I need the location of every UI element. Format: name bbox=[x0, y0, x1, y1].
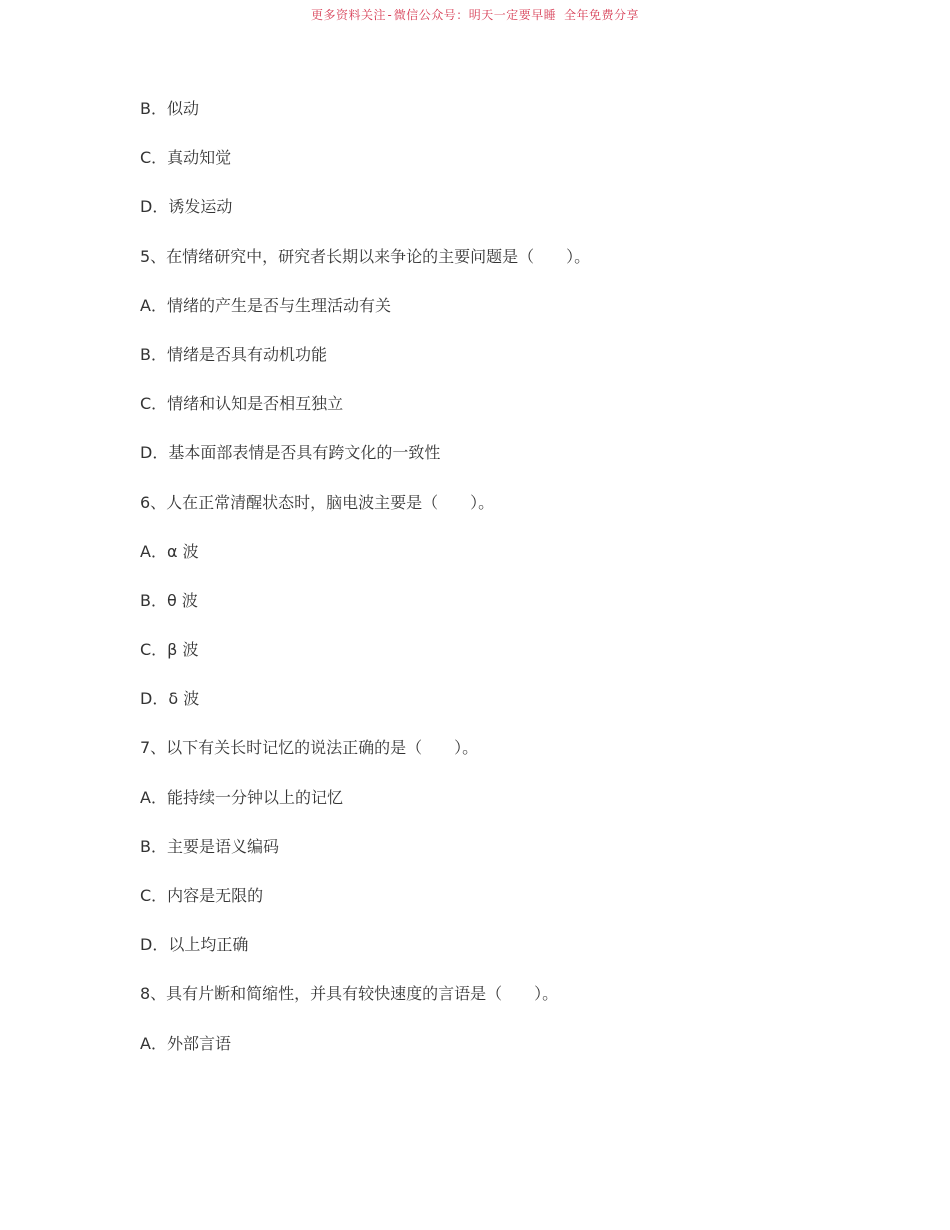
question-list bbox=[140, 97, 840, 1081]
line-text: C．情绪和认知是否相互独立 bbox=[140, 394, 344, 414]
option-c-line bbox=[140, 884, 840, 933]
option-d-line bbox=[140, 195, 840, 244]
line-text: 8、具有片断和简缩性，并具有较快速度的言语是（ ）。 bbox=[140, 984, 559, 1004]
question-5 bbox=[140, 245, 840, 294]
option-d-line bbox=[140, 441, 840, 490]
line-text: C．内容是无限的 bbox=[140, 886, 264, 905]
line-text: B．情绪是否具有动机功能 bbox=[140, 344, 327, 364]
option-a-line bbox=[140, 786, 840, 835]
line-text: D．以上均正确 bbox=[140, 935, 249, 955]
line-text: C．β 波 bbox=[140, 640, 199, 660]
option-d-line bbox=[140, 687, 840, 736]
option-a-line bbox=[140, 1032, 840, 1081]
line-text: A．能持续一分钟以上的记忆 bbox=[140, 787, 343, 807]
line-text: 7、以下有关长时记忆的说法正确的是（ ）。 bbox=[140, 738, 479, 758]
option-c-line bbox=[140, 638, 840, 687]
option-b-line bbox=[140, 589, 840, 638]
line-text: B．θ 波 bbox=[140, 590, 198, 610]
question-7 bbox=[140, 736, 840, 785]
line-text: A．α 波 bbox=[140, 541, 199, 561]
option-a-line bbox=[140, 540, 840, 589]
option-a-line bbox=[140, 294, 840, 343]
line-text: D．诱发运动 bbox=[140, 197, 233, 217]
header-banner: 更多资料关注-微信公众号：明天一定要早睡 全年免费分享 bbox=[311, 8, 639, 22]
option-d-line bbox=[140, 933, 840, 982]
line-text: C．真动知觉 bbox=[140, 148, 232, 168]
line-text: 6、人在正常清醒状态时，脑电波主要是（ ）。 bbox=[140, 492, 495, 512]
option-b-line bbox=[140, 835, 840, 884]
line-text: 5、在情绪研究中，研究者长期以来争论的主要问题是（ ）。 bbox=[140, 246, 591, 266]
option-c-line bbox=[140, 392, 840, 441]
line-text: A．情绪的产生是否与生理活动有关 bbox=[140, 295, 391, 315]
option-c-line bbox=[140, 146, 840, 195]
line-text: D．基本面部表情是否具有跨文化的一致性 bbox=[140, 443, 441, 463]
line-text: D．δ 波 bbox=[140, 689, 200, 709]
question-6 bbox=[140, 491, 840, 540]
option-b-line bbox=[140, 97, 840, 146]
line-text: B．似动 bbox=[140, 99, 199, 118]
question-8 bbox=[140, 982, 840, 1031]
line-text: B．主要是语义编码 bbox=[140, 836, 279, 856]
option-b-line bbox=[140, 343, 840, 392]
line-text: A．外部言语 bbox=[140, 1033, 231, 1053]
